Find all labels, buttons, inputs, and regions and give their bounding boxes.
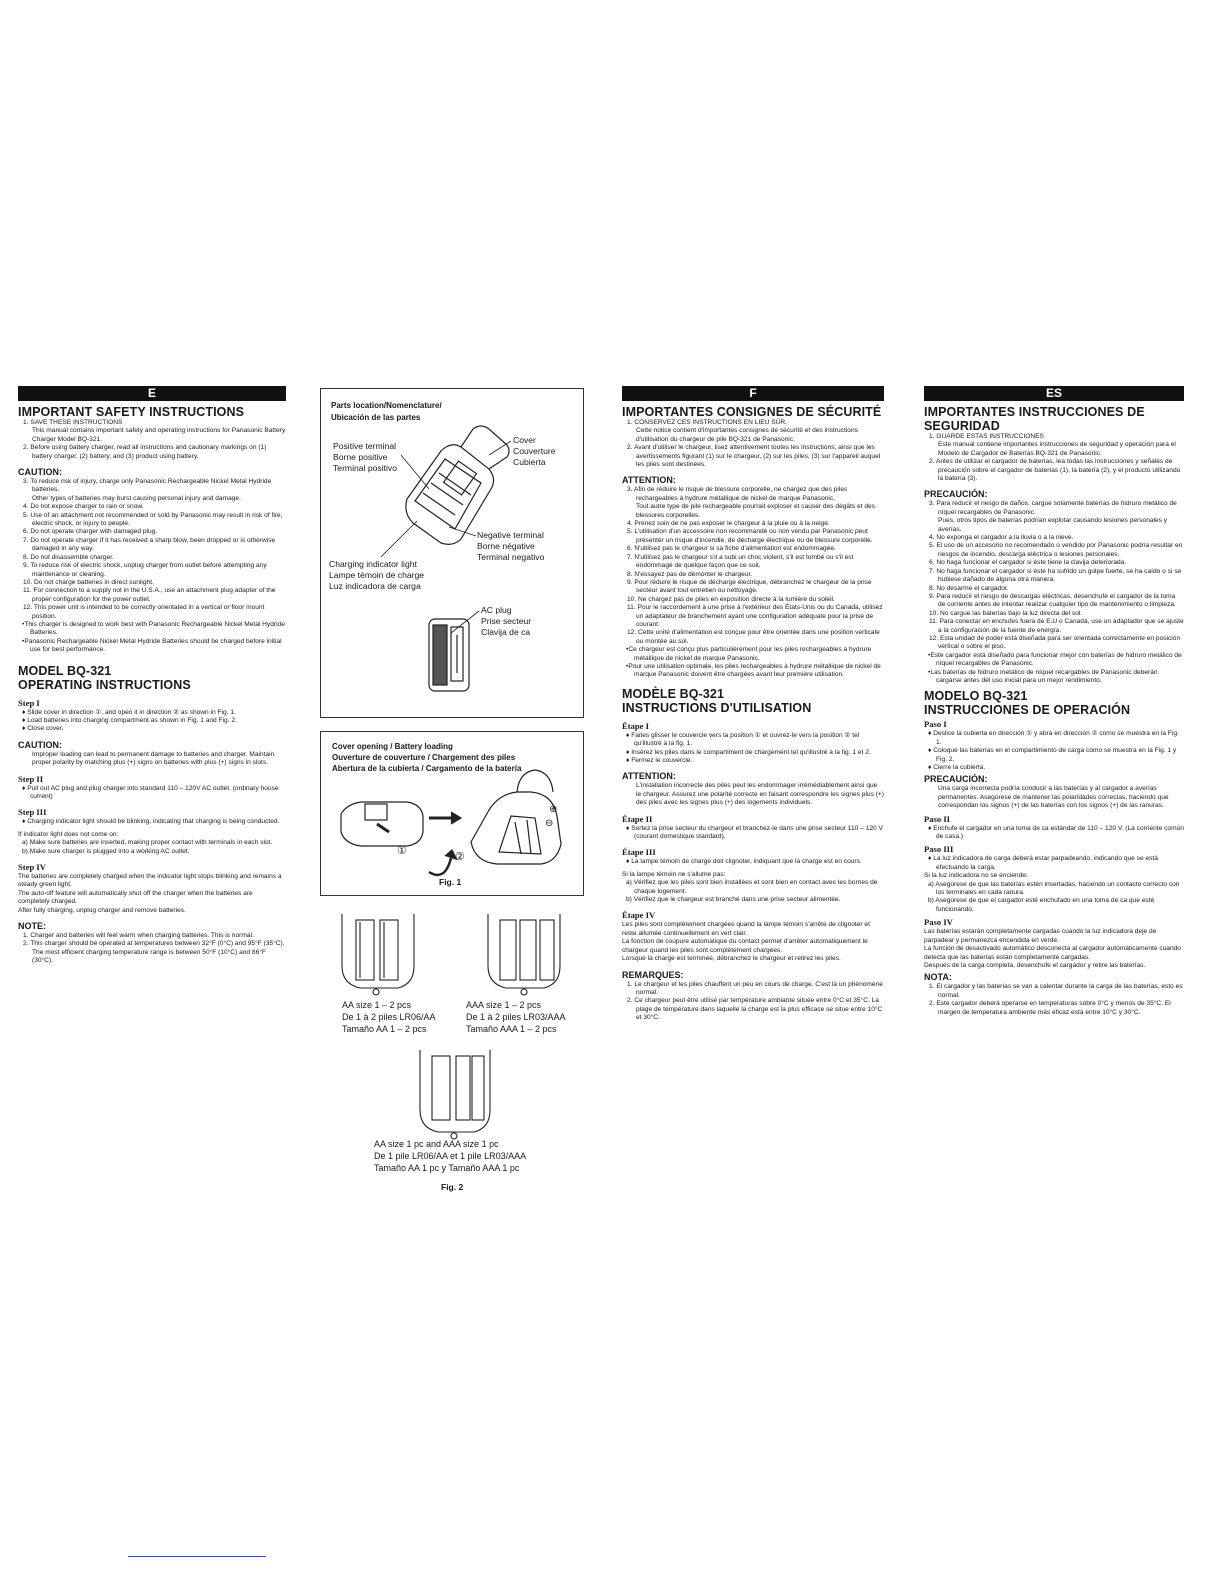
operating-heading: INSTRUCTIONS D'UTILISATION bbox=[622, 700, 812, 715]
list-item: 1. El cargador y las baterías se van a calentar durante la carga de las baterías, esto es normal. bbox=[929, 983, 1183, 999]
cover-title-fr: Ouverture de couverture / Chargement des piles bbox=[332, 753, 516, 762]
list-item: ♦ Coloque las baterías en el compartimiento de carga como se muestra en la Fig. 1 y Fig. 2. bbox=[928, 747, 1177, 763]
plus-label: ⊕ bbox=[549, 804, 558, 815]
model-heading: MODELO BQ-321 bbox=[924, 689, 1028, 704]
list-item: ♦ Close cover. bbox=[22, 725, 64, 733]
list-item: •Panasonic Rechargeable Nickel Metal Hydride Batteries should be charged before initial use for best performance. bbox=[22, 637, 282, 654]
cover-opening-box bbox=[320, 731, 584, 896]
list-item: 9. Para reducir el riesgo de descargas eléctricas, desenchufe el cargador de la toma de corriente antes de intentar realizar cualquier tipo de mantenimiento o limpieza. bbox=[929, 592, 1176, 609]
model-heading: MODEL BQ-321 bbox=[18, 663, 112, 678]
list-item: 8. Do not disassemble charger. bbox=[23, 553, 114, 561]
list-item: 8. No desarme el cargador. bbox=[929, 584, 1009, 592]
list-item: ♦ Charging indicator light should be blinking, indicating that charging is being conducted. bbox=[22, 818, 280, 826]
list-item: ♦ Deslice la cubierta en dirección ① y abra en dirección ② como se muestra en la Fig. 1. bbox=[928, 730, 1179, 746]
list-item: 2. This charger should be operated at temperatures between 32°F (0°C) and 95°F (35°C). The most efficient charging temperature range is between 50°F (10°C) and 86°F (30°C). bbox=[23, 940, 285, 965]
paragraph: Las baterías estarán completamente cargadas cuando la luz indicadora deje de parpadear y permanezca encendida en verde. bbox=[924, 928, 1157, 944]
list-item: Tout autre type de pile rechargeable pourrait exploser et causer des dégâts et des blessures corporelles. bbox=[636, 503, 875, 519]
list-item: This manual contains important safety and operating instructions for Panasonic Battery Charger Model BQ-321. bbox=[32, 427, 286, 443]
list-item: 3. Afin de réduire le risque de blessure corporelle, ne chargez que des piles rechargeables à hydrure métallique de nickel de marque Panasonic. bbox=[627, 486, 848, 502]
paragraph: Una carga incorrecta podría conducir a las baterías y al cargador a averías permanentes. Asegúrese de mantener las polaridades correctas, haciendo que correspondan los signos (+) de las baterías con los signos (+) de las ranuras. bbox=[938, 785, 1169, 810]
paragraph: Si la luz indicadora no se enciende: bbox=[924, 872, 1028, 880]
paragraph: After fully charging, unplug charger and remove batteries. bbox=[18, 906, 186, 914]
circle-1-label: ① bbox=[397, 845, 407, 857]
parts-location-box bbox=[320, 388, 584, 718]
list-item: 6. Do not operate charger with damaged plug. bbox=[23, 528, 158, 536]
list-item: ♦ Faites glisser le couvercle vers la position ① et ouvrez-le vers la position ② tel qu'illustré à la fig. 1. bbox=[626, 731, 860, 748]
step-heading: Paso I bbox=[924, 719, 947, 730]
step-heading: Étape III bbox=[622, 847, 656, 858]
step-heading: Étape I bbox=[622, 720, 649, 731]
list-item: 9. Pour réduire le risque de décharge électrique, débranchez le chargeur de la prise secteur avant tout entretien ou nettoyage. bbox=[627, 578, 872, 595]
french-column bbox=[622, 386, 884, 1023]
paragraph: L'installation incorrecte des piles peut les endommager irrémédiablement ainsi que le chargeur. Assurez une polarité correcte en faisant correspondre les signes plus (+) des piles avec les signes plus (+) des logements individuels. bbox=[636, 782, 884, 807]
list-item: ♦ Enchufe el cargador en una toma de ca estándar de 110 – 120 V. (La corriente común de casa.) bbox=[928, 824, 1184, 841]
english-column bbox=[18, 386, 286, 966]
operating-heading: INSTRUCCIONES DE OPERACIÓN bbox=[924, 703, 1131, 718]
safety-title: IMPORTANT SAFETY INSTRUCTIONS bbox=[18, 405, 245, 419]
caution-heading: CAUTION: bbox=[18, 467, 62, 478]
caution-heading: CAUTION: bbox=[18, 739, 62, 750]
step-heading: Step I bbox=[18, 697, 40, 708]
list-item: b) Asegúrese de que el cargador esté enchufado en una toma de ca que esté funcionando. bbox=[928, 897, 1155, 913]
language-bar-es: ES bbox=[924, 386, 1184, 401]
mixed-caption: AA size 1 pc and AAA size 1 pc De 1 pile LR06/AA et 1 pile LR03/AAA Tamaño AA 1 pc y Tamaño AAA 1 pc bbox=[374, 1139, 527, 1173]
attention-heading: ATTENTION: bbox=[622, 475, 676, 486]
list-item: a) Vérifiez que les piles sont bien installées et sont bien en contact avec les bornes de chaque logement. bbox=[626, 879, 878, 895]
list-item: •Pour une utilisation optimale, les piles rechargeables à hydrure métallique de nickel de marque Panasonic doivent être chargées avant leur première utilisation. bbox=[626, 662, 881, 679]
step-heading: Step IV bbox=[18, 862, 46, 873]
aaa-caption: AAA size 1 – 2 pcs De 1 à 2 piles LR03/AAA Tamaño AAA 1 – 2 pcs bbox=[466, 1000, 566, 1034]
paragraph: Si la lampe témoin ne s'allume pas: bbox=[622, 870, 726, 878]
step-heading: Étape II bbox=[622, 813, 653, 824]
list-item: 8. N'essayez pas de démonter le chargeur. bbox=[627, 570, 753, 578]
list-item: 2. Antes de utilizar el cargador de baterías, lea todas las instrucciones y señales de precaución sobre el cargador de baterías (1), la batería (2), y el producto utilizando la batería (3). bbox=[929, 458, 1181, 483]
language-bar-f: F bbox=[622, 386, 884, 401]
step-heading: Paso IV bbox=[924, 917, 953, 928]
list-item: 12. Cette unité d'alimentation est conçue pour être orientée dans une position verticale ou montée au sol. bbox=[627, 629, 880, 645]
paragraph: La función de desactivado automático desconecta al cargador automáticamente cuando detecta que las baterías están completamente cargadas. bbox=[924, 945, 1181, 961]
list-item: 7. No haga funcionar el cargador si éste ha sufrido un golpe fuerte, se ha caído o si se hubiese dañado de alguna otra manera. bbox=[929, 567, 1182, 584]
step-heading: Step II bbox=[18, 773, 44, 784]
list-item: ♦ Slide cover in direction ①, and open it in direction ② as shown in Fig. 1. bbox=[22, 708, 236, 716]
parts-subtitle: Ubicación de las partes bbox=[331, 413, 421, 422]
paragraph: Improper loading can lead to permanent damage to batteries and charger. Maintain proper polarity by matching plus (+) signs on batteries with plus (+) signs in slots. bbox=[32, 750, 275, 767]
list-item: 11. For connection to a supply not in the U.S.A., use an attachment plug adapter of the proper configuration for the power outlet. bbox=[23, 587, 276, 603]
parts-title: Parts location/Nomenclature/ bbox=[331, 401, 442, 410]
list-item: 3. To reduce risk of injury, charge only Panasonic Rechargeable Nickel Metal Hydride batteries. bbox=[23, 478, 272, 494]
note-heading: NOTA: bbox=[924, 972, 952, 983]
list-item: ♦ La luz indicadora de carga deberá estar parpadeando, indicando que se está efectuando la carga. bbox=[928, 855, 1158, 871]
list-item: ♦ Load batteries into charging compartment as shown in Fig. 1 and Fig. 2. bbox=[22, 716, 237, 724]
safety-title: IMPORTANTES CONSIGNES DE SÉCURITÉ bbox=[622, 405, 882, 419]
cover-title-en: Cover opening / Battery loading bbox=[332, 742, 453, 751]
caution-heading: PRECAUCIÓN: bbox=[924, 489, 988, 500]
list-item: ♦ Sortez la prise secteur du chargeur et branchez-le dans une prise secteur 110 – 120 V (courant domestique standard). bbox=[626, 824, 883, 841]
model-heading: MODÈLE BQ-321 bbox=[622, 686, 725, 701]
list-item: Cette notice contient d'importantes consignes de sécurité et des instructions d'utilisation du chargeur de pile BQ-321 de Panasonic. bbox=[636, 427, 858, 443]
note-heading: NOTE: bbox=[18, 921, 46, 932]
list-item: Este manual contiene importantes instrucciones de seguridad y operación para el Modelo de Cargador de Baterías BQ-321 de Panasonic. bbox=[938, 441, 1176, 457]
step-heading: Paso III bbox=[924, 844, 954, 855]
list-item: 2. Este cargador deberá operarse en temperaturas sobre 0°C y menos de 35°C. El margen de temperatura ambiente más eficaz está entre 10°C y 30°C. bbox=[929, 1000, 1171, 1016]
list-item: 12. This power unit is intended to be correctly orientated in a vertical or floor mount position. bbox=[23, 604, 265, 620]
list-item: a) Make sure batteries are inserted, making proper contact with terminals in each slot. bbox=[22, 839, 273, 847]
list-item: 1. Le chargeur et les piles chauffent un peu en cours de charge. C'est là un phénomène normal. bbox=[627, 980, 883, 996]
cover-label: Cover Couverture Cubierta bbox=[513, 435, 556, 467]
paragraph: If indicator light does not come on: bbox=[18, 830, 119, 838]
list-item: 5. El uso de un accesorio no recomendado o vendido por Panasonic podría resultar en riesgos de incendio, descarga eléctrica o lesiones personales. bbox=[929, 542, 1183, 558]
list-item: 5. Use of an attachment not recommended or sold by Panasonic may result in risk of fire, electric shock, or injury to people. bbox=[23, 511, 283, 528]
list-item: ♦ La lampe témoin de charge doit clignoter, indiquant que la charge est en cours. bbox=[626, 858, 862, 866]
list-item: 4. Do not expose charger to rain or snow. bbox=[23, 503, 144, 511]
list-item: 5. L'utilisation d'un accessoire non recommandé ou non vendu par Panasonic peut présenter un risque d'incendie, de décharge électrique ou de blessure corporelle. bbox=[627, 528, 873, 544]
list-item: •This charger is designed to work best with Panasonic Rechargeable Nickel Metal Hydride Batteries. bbox=[22, 620, 285, 637]
list-item: ♦ Fermez le couvercle. bbox=[626, 757, 693, 764]
charging-indicator-label: Charging indicator light Lampe témoin de charge Luz indicadora de carga bbox=[329, 559, 425, 591]
list-item: 4. Prenez soin de ne pas exposer le chargeur à la pluie ou à la neige. bbox=[627, 520, 830, 528]
list-item: 10. No cargue las baterías bajo la luz directa del sol. bbox=[929, 609, 1083, 617]
list-item: 10. Do not charge batteries in direct sunlight. bbox=[23, 578, 154, 586]
charger-illustration bbox=[321, 389, 583, 717]
list-item: 6. N'utilisez pas le chargeur si sa fiche d'alimentation est endommagée. bbox=[627, 545, 836, 553]
negative-terminal-label: Negative terminal Borne négative Terminal negativo bbox=[477, 530, 545, 562]
list-item: 7. N'utilisez pas le chargeur s'il a subi un choc violent, s'il est tombé ou s'il est endommagé de quelque façon que ce soit. bbox=[627, 553, 854, 570]
list-item: a) Asegúrese de que las baterías estén insertadas, haciendo un contacto correcto con los terminales en cada ranura. bbox=[928, 880, 1180, 897]
list-item: b) Make sure charger is plugged into a working AC outlet. bbox=[22, 847, 190, 855]
ac-plug-label: AC plug Prise secteur Clavija de ca bbox=[481, 605, 532, 637]
footer-rule bbox=[128, 1556, 266, 1557]
list-item: 2. Ce chargeur peut être utilisé par température ambiante située entre 0°C et 35°C. La plage de température dans laquelle la charge est la plus efficace se situe entre 10°C et 30°C. bbox=[627, 997, 883, 1022]
list-item: ♦ Pull out AC plug and plug charger into standard 110 – 120V AC outlet. (ordinary house current) bbox=[22, 784, 279, 800]
list-item: 11. Para conectar en enchufes fuera de E.U o Canadá, use un adaptador que se ajuste a la configuración de la fuente de energía. bbox=[929, 618, 1184, 634]
figure-2-caption: Fig. 2 bbox=[441, 1182, 464, 1192]
list-item: 10. Ne chargez pas de piles en exposition directe à la lumière du soleil. bbox=[627, 595, 835, 603]
figure-1-caption: Fig. 1 bbox=[439, 877, 462, 887]
spanish-column bbox=[924, 386, 1184, 1017]
safety-title: IMPORTANTES INSTRUCCIONES DE bbox=[924, 405, 1145, 419]
list-item: 4. No exponga el cargador a la lluvia o a la nieve. bbox=[929, 534, 1074, 542]
list-item: 6. No haga funcionar el cargador si éste tiene la clavija deteriorada. bbox=[929, 559, 1127, 567]
aa-caption: AA size 1 – 2 pcs De 1 à 2 piles LR06/AA Tamaño AA 1 – 2 pcs bbox=[342, 1000, 436, 1034]
list-item: •Ce chargeur est conçu plus particulièrement pour les piles rechargeables à hydrure métallique de nickel de marque Panasonic. bbox=[626, 646, 872, 662]
list-item: Other types of batteries may burst causing personal injury and damage. bbox=[32, 494, 241, 502]
paragraph: Después de la carga completa, desenchufe el cargador y retire las baterías. bbox=[924, 961, 1146, 969]
step-heading: Paso II bbox=[924, 813, 951, 824]
list-item: 9. To reduce risk of electric shock, unplug charger from outlet before attempting any maintenance or cleaning. bbox=[23, 562, 267, 578]
paragraph: The auto-off feature will automatically shut off the charger when the batteries are completely charged. bbox=[18, 889, 253, 906]
step-heading: Step III bbox=[18, 807, 47, 818]
list-item: b) Vérifiez que le chargeur est branché dans une prise secteur alimentée. bbox=[626, 896, 841, 904]
attention-heading: ATTENTION: bbox=[622, 771, 676, 782]
list-item: 3. Para reducir el riesgo de daños, cargue solamente baterías de hidruro metálico de níquel recargables de Panasonic. bbox=[929, 500, 1177, 516]
cover-title-es: Abertura de la cubierta / Cargamento de la batería bbox=[332, 764, 522, 773]
list-item: ♦ Insérez les piles dans le compartiment de chargement tel qu'illustré à la fig. 1 et 2. bbox=[626, 748, 871, 756]
list-item: •Este cargador está diseñado para funcionar mejor con baterías de hidruro metálico de níquel recargables de Panasonic. bbox=[928, 651, 1182, 668]
list-item: Pues, otros tipos de baterías podrían explotar causando lesiones personales y averías. bbox=[938, 517, 1168, 533]
step-heading: Étape IV bbox=[622, 910, 656, 921]
list-item: 1. GUARDE ESTAS INSTRUCCIONES bbox=[929, 433, 1044, 440]
paragraph: La fonction de coupure automatique du contact permet d'arrêter automatiquement le chargeur quand les piles sont complètement chargées. bbox=[622, 938, 868, 954]
operating-heading: OPERATING INSTRUCTIONS bbox=[18, 677, 191, 692]
list-item: 1. CONSERVEZ CES INSTRUCTIONS EN LIEU SÛR. bbox=[627, 419, 788, 426]
circle-2-label: ② bbox=[455, 851, 465, 863]
list-item: 1. Charger and batteries will feel warm when charging batteries. This is normal. bbox=[23, 932, 254, 940]
list-item: 1. SAVE THESE INSTRUCTIONS bbox=[23, 419, 123, 426]
language-bar-e: E bbox=[18, 386, 286, 401]
list-item: 2. Before using battery charger, read all instructions and cautionary markings on (1) battery charger, (2) battery, and (3) product using battery. bbox=[23, 444, 267, 460]
list-item: 11. Pour le raccordement à une prise à l'extérieur des États-Unis ou du Canada, utilisez un adaptateur de branchement ayant une configuration adéquate pour la prise de courant. bbox=[627, 604, 883, 628]
paragraph: Lorsque la charge est terminée, débranchez le chargeur et retirez les piles. bbox=[622, 955, 841, 963]
minus-label: ⊖ bbox=[545, 818, 554, 829]
safety-title-2: SEGURIDAD bbox=[924, 419, 1000, 433]
paragraph: Les piles sont complètement chargées quand la lampe témoin s'arrête de clignoter et reste allumée continuellement en vert clair. bbox=[622, 921, 870, 937]
paragraph: The batteries are completely charged when the indicator light stops blinking and remains a steady green light. bbox=[18, 873, 282, 889]
list-item: •Las baterías de hidruro metálico de níquel recargables de Panasonic deberán cargarse antes del uso inicial para un mejor rendimiento. bbox=[928, 668, 1158, 684]
list-item: 12. Esta unidad de poder está diseñada para ser orientada correctamente en posición vertical o sobre el piso. bbox=[929, 634, 1181, 651]
positive-terminal-label: Positive terminal Borne positive Terminal positivo bbox=[333, 441, 397, 473]
list-item: 7. Do not operate charger if it has received a sharp blow, been dropped or is otherwise damaged in any way. bbox=[23, 536, 276, 553]
cover-opening-illustration bbox=[321, 732, 583, 895]
note-heading: REMARQUES: bbox=[622, 969, 684, 980]
caution-heading: PRECAUCIÓN: bbox=[924, 774, 988, 785]
list-item: ♦ Cierre la cubierta. bbox=[928, 764, 986, 771]
list-item: 2. Avant d'utiliser le chargeur, lisez attentivement toutes les instructions, ainsi que les avertissements figurant (1) sur le chargeur, (2) sur les piles, (3) sur l'appareil auquel les piles sont destinées. bbox=[627, 444, 881, 469]
